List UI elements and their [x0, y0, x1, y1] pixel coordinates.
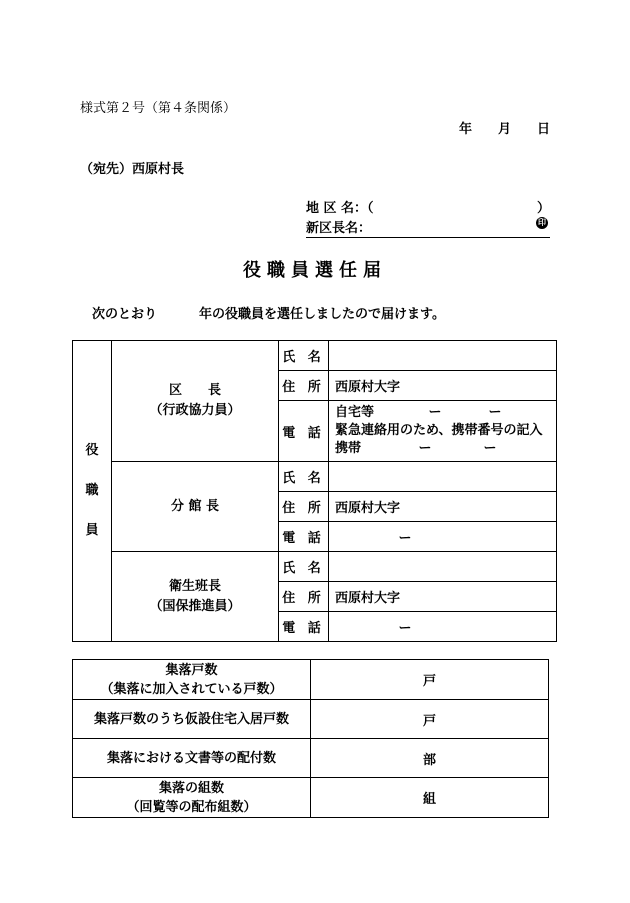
district-name-line	[306, 197, 550, 216]
addressee: （宛先）西原村長	[80, 162, 185, 177]
district-label: 地 区 名：（	[306, 201, 374, 216]
role-ward-chief: 区 長 （行政協力員）	[112, 341, 279, 462]
branch-chief-name-value[interactable]	[329, 462, 557, 492]
branch-chief-phone-value[interactable]: ー	[329, 522, 557, 552]
date-line	[433, 118, 550, 137]
stats-households-label: 集落戸数 （集落に加入されている戸数）	[73, 660, 311, 700]
sanitation-leader-name-value[interactable]	[329, 552, 557, 582]
stats-documents-unit[interactable]: 部	[311, 739, 549, 778]
ward-chief-phone-value[interactable]: 自宅等 ー ー 緊急連絡用のため、携帯番号の記入 携帯 ー ー	[329, 401, 557, 462]
field-name-label: 氏 名	[279, 462, 329, 492]
ward-chief-name-value[interactable]	[329, 341, 557, 371]
field-phone-label: 電 話	[279, 612, 329, 642]
form-number: 様式第２号（第４条関係）	[80, 101, 237, 116]
sanitation-leader-phone-value[interactable]: ー	[329, 612, 557, 642]
document-title: 役職員選任届	[243, 260, 387, 281]
intro-before: 次のとおり	[92, 307, 158, 322]
date-year: 年	[458, 122, 472, 137]
role-branch-chief: 分 館 長	[112, 462, 279, 552]
stats-households-unit[interactable]: 戸	[311, 660, 549, 700]
stats-temp-housing-label: 集落戸数のうち仮設住宅入居戸数	[73, 700, 311, 739]
ward-chief-address-value[interactable]: 西原村大字	[329, 371, 557, 401]
stats-documents-label: 集落における文書等の配付数	[73, 739, 311, 778]
district-close: ）	[536, 201, 550, 216]
field-address-label: 住 所	[279, 371, 329, 401]
field-address-label: 住 所	[279, 582, 329, 612]
stats-groups-unit[interactable]: 組	[311, 778, 549, 818]
intro-after: 年の役職員を選任しましたので届けます。	[199, 307, 445, 322]
field-address-label: 住 所	[279, 492, 329, 522]
chief-name-line	[306, 217, 550, 238]
officers-table	[72, 340, 557, 642]
stats-table	[72, 659, 549, 818]
date-month: 月	[497, 122, 511, 137]
seal-icon: 印	[538, 218, 546, 227]
stats-temp-housing-unit[interactable]: 戸	[311, 700, 549, 739]
date-day: 日	[536, 122, 550, 137]
field-name-label: 氏 名	[279, 552, 329, 582]
sanitation-leader-address-value[interactable]: 西原村大字	[329, 582, 557, 612]
stats-groups-label: 集落の組数 （回覧等の配布組数）	[73, 778, 311, 818]
chief-label: 新区長名：	[306, 221, 372, 236]
field-phone-label: 電 話	[279, 522, 329, 552]
officers-group-label: 役 職 員	[73, 341, 112, 642]
branch-chief-address-value[interactable]: 西原村大字	[329, 492, 557, 522]
field-name-label: 氏 名	[279, 341, 329, 371]
intro-sentence	[92, 303, 445, 322]
field-phone-label: 電 話	[279, 401, 329, 462]
role-sanitation-leader: 衛生班長 （国保推進員）	[112, 552, 279, 642]
